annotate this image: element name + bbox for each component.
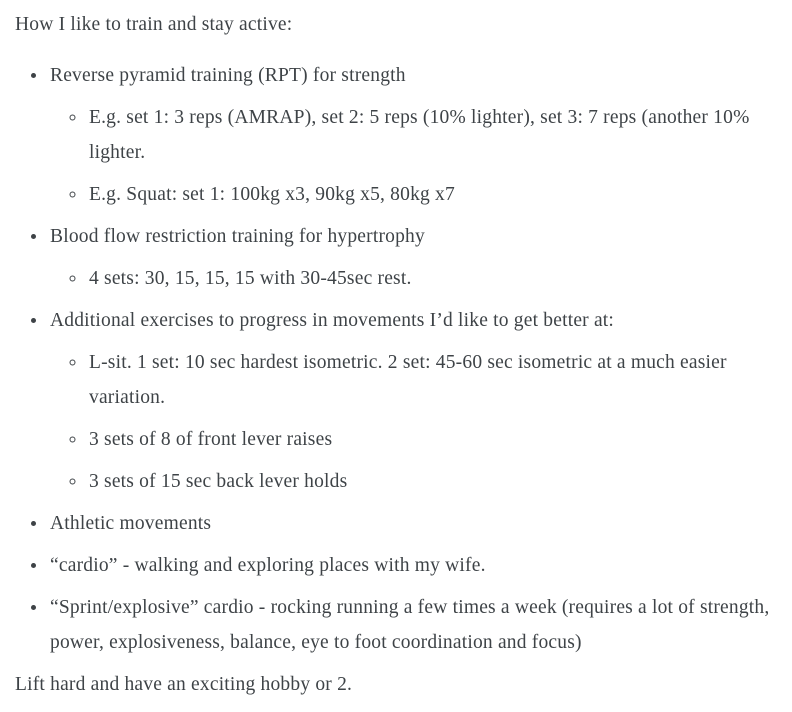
- list-item-athletic-movements: [48, 506, 774, 541]
- list-item-cardio: [48, 548, 774, 583]
- list-item-text: “cardio” - walking and exploring places with my wife.: [50, 555, 486, 576]
- sub-list-item: ◦ L-sit. 1 set: 10 sec hardest isometric. 2 set: 45-60 sec isometric at a much easier variation.: [87, 345, 774, 415]
- list-item-text: Additional exercises to progress in movements I’d like to get better at:: [50, 310, 615, 331]
- sub-list-item: ◦ 3 sets of 8 of front lever raises: [87, 422, 774, 457]
- list-item-text: “Sprint/explosive” cardio - rocking running a few times a week (requires a lot of strength, power, explosiveness, balance, eye to foot coordination and focus): [50, 597, 770, 653]
- additional-exercises-sub-list: [50, 345, 774, 499]
- list-item-sprint-cardio: [48, 590, 774, 660]
- list-item-additional-exercises: [48, 303, 774, 499]
- list-item-rpt: [48, 58, 774, 212]
- sub-list-item: ◦ E.g. set 1: 3 reps (AMRAP), set 2: 5 reps (10% lighter), set 3: 7 reps (another 10% lighter.: [87, 100, 774, 170]
- sub-list-item: ◦ 4 sets: 30, 15, 15, 15 with 30-45sec rest.: [87, 261, 774, 296]
- intro-paragraph: How I like to train and stay active:: [15, 14, 293, 35]
- sub-list-item: ◦ 3 sets of 15 sec back lever holds: [87, 464, 774, 499]
- list-item-text: Blood flow restriction training for hypertrophy: [50, 226, 425, 247]
- bfr-sub-list: [50, 261, 774, 296]
- outro-paragraph: Lift hard and have an exciting hobby or 2.: [15, 674, 353, 695]
- sub-list-item: ◦ E.g. Squat: set 1: 100kg x3, 90kg x5, 80kg x7: [87, 177, 774, 212]
- list-item-bfr: [48, 219, 774, 296]
- list-item-text: Athletic movements: [50, 513, 212, 534]
- rpt-sub-list: [50, 100, 774, 212]
- training-list: [15, 58, 774, 660]
- list-item-text: Reverse pyramid training (RPT) for strength: [50, 65, 406, 86]
